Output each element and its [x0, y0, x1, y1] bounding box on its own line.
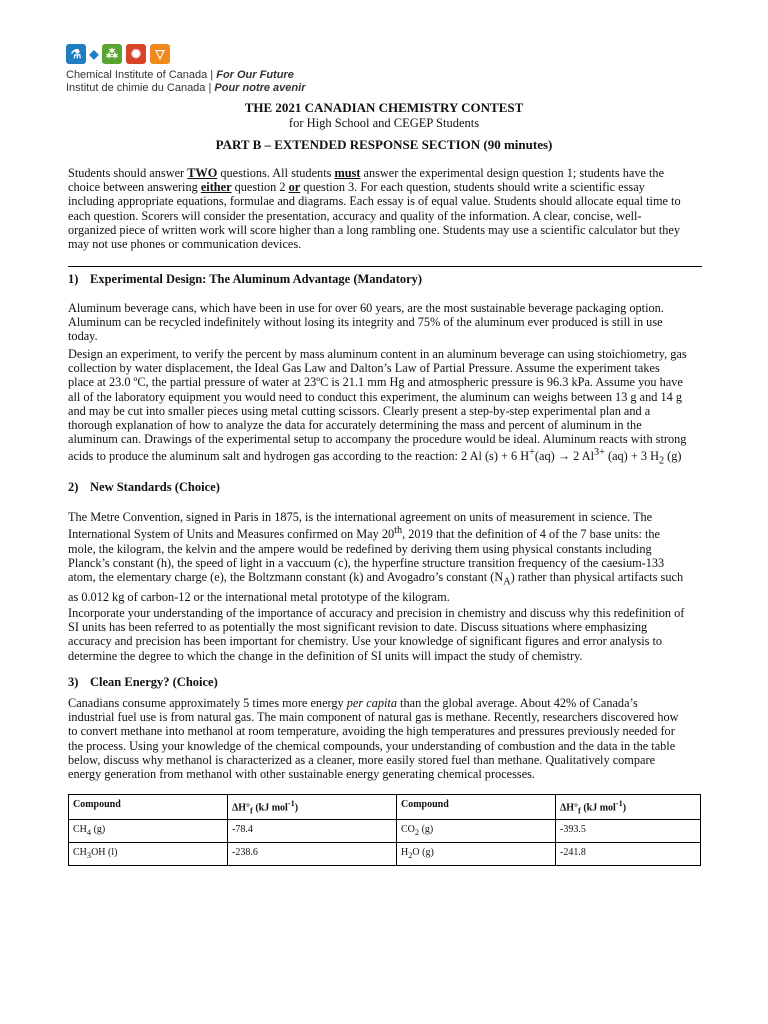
header-compound-1: Compound: [69, 795, 228, 820]
question-2-heading: 2) New Standards (Choice): [68, 480, 220, 494]
question-2-intro: The Metre Convention, signed in Paris in 1875, is the international agreement on units of measurement in science. The International System of Units and Measures confirmed on May 20th, 2019 that the definition of 4 of the 7 base units: the mole, the kilogram, the kelvin and the ampere would be redefined by deriving them using physical constants including Planck’s constant (h), the speed of light in a vaccuum (c), the hyperfine structure transition frequency of the caesium-133 atom, the elementary charge (e), the Boltzmann constant (k) and Avogadro’s constant $(N_A)$ rather than physical artifacts such as 0.012 kg of carbon-12 or the international metal prototype of the kilogram.: [68, 510, 684, 604]
table-header-row: [69, 795, 701, 820]
table-row: [69, 843, 701, 866]
molecule-icon: ⁂: [102, 44, 122, 64]
table-cell: -241.8: [556, 843, 701, 866]
table-cell: $CH_4$ (g): [69, 820, 228, 843]
instructions-paragraph: Students should answer TWO questions. All students must answer the experimental design question 1; students have the choice between answering either question 2 or question 3. For each question, students should write a scientific essay including appropriate equations, formulae and diagrams. Each essay is of equal value. Students should allocate equal time to each question. Scorers will consider the presentation, accuracy and quality of the information. A clear, concise, well- organized piece of written work will score higher than a long rambling one. Students may use a scientific calculator but they may not use phones or communication devices.: [68, 166, 681, 252]
table-cell: -78.4: [228, 820, 397, 843]
table-row: [69, 820, 701, 843]
header-enthalpy-1: $\Delta H^\circ_f$ (kJ mol$^{-1}$): [228, 795, 397, 820]
flask-icon: ⚗: [66, 44, 86, 64]
table-cell: -238.6: [228, 843, 397, 866]
question-1-intro: Aluminum beverage cans, which have been in use for over 60 years, are the most sustainable beverage packaging option. Aluminum can be recycled indefinitely without losing its integrity and 75% of the aluminum ever produced is still in use today.: [68, 301, 664, 344]
atom-icon: ✺: [126, 44, 146, 64]
reaction-equation: acids to produce the aluminum salt and hydrogen gas according to the reaction: 2 Al (s) + 6 H+(aq) → 2 $Al^{3+}$ (aq) + 3 $H_2$ (g): [68, 447, 682, 467]
question-3-heading: 3) Clean Energy? (Choice): [68, 675, 218, 689]
logo-text: [66, 69, 305, 95]
logo-icons: [66, 44, 305, 64]
question-3-body: Canadians consume approximately 5 times more energy per capita than the global average. About 42% of Canada’s industrial fuel use is from natural gas. The main component of natural gas is methane. Recently, researchers discovered how to convert methane into methanol at room temperature, avoiding the high temperatures and pressures previously needed for the process. Using your knowledge of the chemical compounds, your understanding of combustion and the data in the table below, discuss why methanol is characterized as a cleaner, more easily stored fuel than methane. Qualitatively compare energy generation from methanol with other sustainable energy generating chemical processes.: [68, 696, 679, 782]
contest-subtitle: for High School and CEGEP Students: [288, 116, 480, 130]
table-cell: $H_2O$ (g): [397, 843, 556, 866]
triangle-icon: ▽: [150, 44, 170, 64]
enthalpy-table: [68, 794, 701, 866]
question-2-body: Incorporate your understanding of the importance of accuracy and precision in chemistry and discuss why this redefinition of SI units has been referred to as potentially the most significant revision to date. Discuss situations where emphasizing accuracy and precision has been important for chemistry. Use your knowledge of significant figures and error analysis to determine the degree to which the change in the definition of SI units will impact the study of chemistry.: [68, 606, 685, 663]
section-divider: [68, 266, 702, 267]
logo-line-french: Institut de chimie du Canada | Pour notre avenir: [66, 82, 306, 94]
diamond-icon: ◆: [90, 44, 98, 64]
header-compound-2: Compound: [397, 795, 556, 820]
question-1-heading: 1) Experimental Design: The Aluminum Advantage (Mandatory): [68, 272, 423, 286]
header-enthalpy-2: $\Delta H^\circ_f$ (kJ mol$^{-1}$): [556, 795, 701, 820]
logo-line-english: Chemical Institute of Canada | For Our Future: [66, 69, 294, 81]
part-title: PART B – EXTENDED RESPONSE SECTION (90 minutes): [215, 137, 553, 152]
table-cell: $CH_3OH$ (l): [69, 843, 228, 866]
table-cell: $CO_2$ (g): [397, 820, 556, 843]
question-1-body: Design an experiment, to verify the percent by mass aluminum content in an aluminum beverage can using stoichiometry, gas collection by water displacement, the Ideal Gas Law and Dalton’s Law of Partial Pressure. Assume the experiment takes place at 23.0 ºC, the partial pressure of water at 23ºC is 21.1 mm Hg and atmospheric pressure is 96.3 kPa. Assume you have all of the laboratory equipment you would need to conduct this experiment, the aluminum can weighs between 13 g and 14 g and may be cut into smaller pieces using metal cutting scissors. Clearly present a step-by-step experimental plan and a thorough explanation of how to analyze the data for accurately determining the mass and percent of aluminum in the aluminum can. Drawings of the experimental setup to accompany the procedure would be ideal. Aluminum reacts with strong acids to produce the aluminum salt and hydrogen gas according to the reaction: 2 Al (s) + 6 H+(aq) → 2 $Al^{3+}$ (aq) + 3 $H_2$ (g): [68, 347, 702, 469]
contest-title: THE 2021 CANADIAN CHEMISTRY CONTEST: [244, 100, 524, 115]
cic-logo: [66, 44, 305, 95]
table-cell: -393.5: [556, 820, 701, 843]
